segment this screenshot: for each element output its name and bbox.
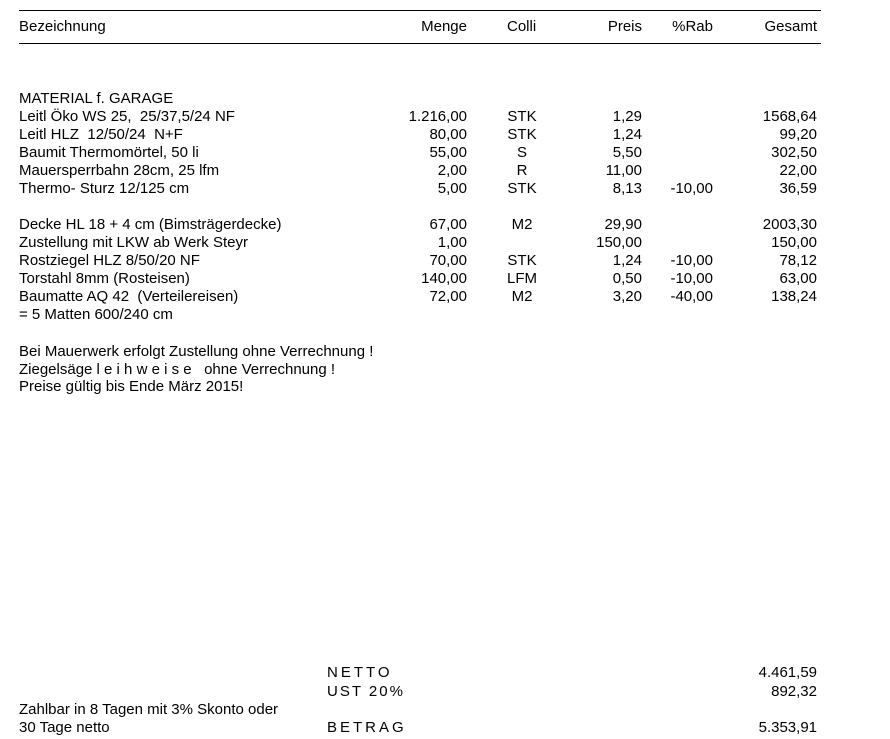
item-name: Thermo- Sturz 12/125 cm <box>19 180 190 197</box>
header-rabatt: %Rab <box>672 18 713 35</box>
matten-note: = 5 Matten 600/240 cm <box>19 306 173 323</box>
table-row <box>0 234 890 252</box>
payment-terms-line: 30 Tage netto <box>19 719 110 736</box>
header-gesamt: Gesamt <box>764 18 817 35</box>
item-name: Leitl Öko WS 25, 25/37,5/24 NF <box>19 108 235 125</box>
item-gesamt: 1568,64 <box>762 108 817 125</box>
header-bezeichnung: Bezeichnung <box>19 18 106 35</box>
table-row <box>0 288 890 306</box>
header-menge: Menge <box>421 18 467 35</box>
note-line: Ziegelsäge l e i h w e i s e ohne Verrechnung ! <box>19 361 336 378</box>
item-name: Decke HL 18 + 4 cm (Bimsträgerdecke) <box>19 216 282 233</box>
item-rabatt: -10,00 <box>670 270 713 287</box>
item-menge: 72,00 <box>429 288 467 305</box>
item-preis: 3,20 <box>612 288 642 305</box>
note-line: Preise gültig bis Ende März 2015! <box>19 378 244 395</box>
item-name: Rostziegel HLZ 8/50/20 NF <box>19 252 200 269</box>
item-preis: 1,29 <box>612 108 642 125</box>
item-preis: 1,24 <box>612 126 642 143</box>
item-name: Zustellung mit LKW ab Werk Steyr <box>19 234 248 251</box>
header-colli: Colli <box>507 18 537 35</box>
table-row <box>0 270 890 288</box>
item-gesamt: 150,00 <box>771 234 817 251</box>
netto-value: 4.461,59 <box>758 664 817 681</box>
item-gesamt: 138,24 <box>771 288 817 305</box>
item-menge: 55,00 <box>429 144 467 161</box>
item-name: Leitl HLZ 12/50/24 N+F <box>19 126 183 143</box>
item-gesamt: 2003,30 <box>762 216 817 233</box>
table-row <box>0 144 890 162</box>
item-colli: STK <box>507 252 537 269</box>
item-colli: S <box>516 144 527 161</box>
item-menge: 2,00 <box>437 162 467 179</box>
table-row <box>0 252 890 270</box>
netto-label: NETTO <box>327 664 393 681</box>
item-colli: M2 <box>511 216 533 233</box>
table-row <box>0 180 890 198</box>
item-menge: 1,00 <box>437 234 467 251</box>
item-preis: 8,13 <box>612 180 642 197</box>
item-menge: 67,00 <box>429 216 467 233</box>
table-row <box>0 108 890 126</box>
item-gesamt: 22,00 <box>779 162 817 179</box>
item-preis: 1,24 <box>612 252 642 269</box>
table-row <box>0 216 890 234</box>
item-colli: STK <box>507 126 537 143</box>
item-name: Baumit Thermomörtel, 50 li <box>19 144 199 161</box>
item-preis: 150,00 <box>596 234 642 251</box>
item-gesamt: 302,50 <box>771 144 817 161</box>
ust-value: 892,32 <box>771 683 817 700</box>
item-preis: 29,90 <box>604 216 642 233</box>
item-name: Mauersperrbahn 28cm, 25 lfm <box>19 162 220 179</box>
item-rabatt: -40,00 <box>670 288 713 305</box>
betrag-value: 5.353,91 <box>758 719 817 736</box>
item-menge: 140,00 <box>421 270 467 287</box>
item-gesamt: 99,20 <box>779 126 817 143</box>
section-title: MATERIAL f. GARAGE <box>19 90 174 107</box>
note-line: Bei Mauerwerk erfolgt Zustellung ohne Verrechnung ! <box>19 343 374 360</box>
item-preis: 5,50 <box>612 144 642 161</box>
betrag-label: BETRAG <box>327 719 407 736</box>
item-rabatt: -10,00 <box>670 252 713 269</box>
item-colli: LFM <box>507 270 537 287</box>
top-rule <box>19 10 821 11</box>
item-rabatt: -10,00 <box>670 180 713 197</box>
item-preis: 0,50 <box>612 270 642 287</box>
item-colli: R <box>516 162 528 179</box>
item-colli: STK <box>507 180 537 197</box>
item-gesamt: 36,59 <box>779 180 817 197</box>
header-rule <box>19 43 821 44</box>
payment-terms-line: Zahlbar in 8 Tagen mit 3% Skonto oder <box>19 701 279 718</box>
item-colli: STK <box>507 108 537 125</box>
item-name: Baumatte AQ 42 (Verteilereisen) <box>19 288 239 305</box>
table-row <box>0 126 890 144</box>
ust-label: UST 20% <box>327 683 405 700</box>
item-menge: 70,00 <box>429 252 467 269</box>
header-preis: Preis <box>607 18 642 35</box>
item-preis: 11,00 <box>605 162 642 179</box>
item-menge: 80,00 <box>429 126 467 143</box>
item-gesamt: 63,00 <box>779 270 817 287</box>
item-gesamt: 78,12 <box>779 252 817 269</box>
item-name: Torstahl 8mm (Rosteisen) <box>19 270 190 287</box>
table-row <box>0 162 890 180</box>
item-menge: 5,00 <box>437 180 467 197</box>
item-menge: 1.216,00 <box>408 108 467 125</box>
item-colli: M2 <box>511 288 533 305</box>
